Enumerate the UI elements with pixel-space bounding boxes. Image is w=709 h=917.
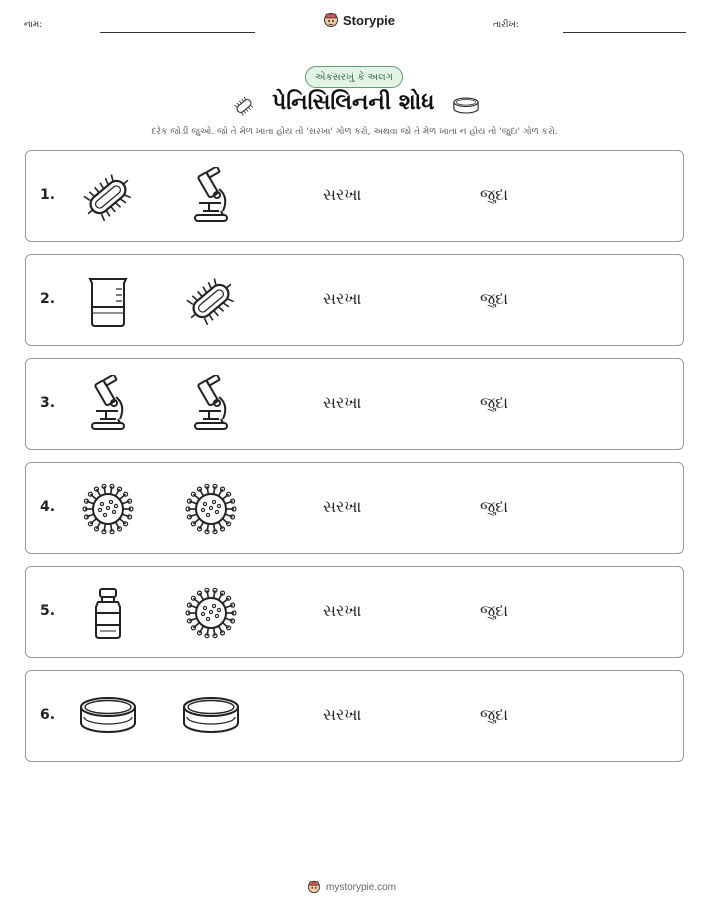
question-row-1 [25,150,684,242]
question-number: 1. [40,187,56,203]
footer-link[interactable]: mystorypie.com [326,881,397,893]
same-option[interactable]: સરખા [323,185,362,204]
virus-icon [181,479,241,539]
brand-logo [323,12,395,28]
worksheet-type-badge: એકસરખું કે અલગ [305,66,403,88]
storypie-mascot-icon [307,880,321,894]
different-option[interactable]: જુદા [480,185,509,204]
date-blank-line[interactable] [563,32,686,33]
vial-icon [78,583,138,643]
microscope-icon [78,375,138,435]
question-row-5 [25,566,684,658]
same-option[interactable]: સરખા [323,289,362,308]
same-option[interactable]: સરખા [323,601,362,620]
same-option[interactable]: સરખા [323,393,362,412]
petri-dish-icon [181,687,241,747]
different-option[interactable]: જુદા [480,497,509,516]
brand-name: Storypie [343,12,396,28]
microscope-icon [181,167,241,227]
question-row-3 [25,358,684,450]
instructions: દરેક જોડી જુઓ. જો તે મેળ ખાતા હોય તો 'સરખા' ગોળ કરો, અથવા જો તે મેળ ખાતા ન હોય તો 'જુદા' ગોળ કરો. [151,127,558,137]
question-row-6 [25,670,684,762]
name-label: નામ: [24,20,43,30]
bacteria-icon [232,94,256,118]
virus-icon [78,479,138,539]
question-row-4 [25,462,684,554]
petri-dish-icon [78,687,138,747]
question-number: 6. [40,707,56,723]
different-option[interactable]: જુદા [480,393,509,412]
footer [307,880,396,894]
different-option[interactable]: જુદા [480,289,509,308]
virus-icon [181,583,241,643]
question-row-2 [25,254,684,346]
different-option[interactable]: જુદા [480,705,509,724]
question-number: 3. [40,395,56,411]
bacteria-icon [181,271,241,331]
question-number: 2. [40,291,56,307]
page-title: પેનિસિલિનની શોધ [272,90,435,115]
different-option[interactable]: જુદા [480,601,509,620]
name-blank-line[interactable] [100,32,255,33]
title-row [0,88,709,122]
microscope-icon [181,375,241,435]
same-option[interactable]: સરખા [323,705,362,724]
same-option[interactable]: સરખા [323,497,362,516]
question-number: 5. [40,603,56,619]
question-number: 4. [40,499,56,515]
bacteria-icon [78,167,138,227]
storypie-mascot-icon [323,12,339,28]
petri-dish-icon [450,92,482,120]
date-label: તારીખ: [493,20,519,30]
beaker-icon [78,271,138,331]
